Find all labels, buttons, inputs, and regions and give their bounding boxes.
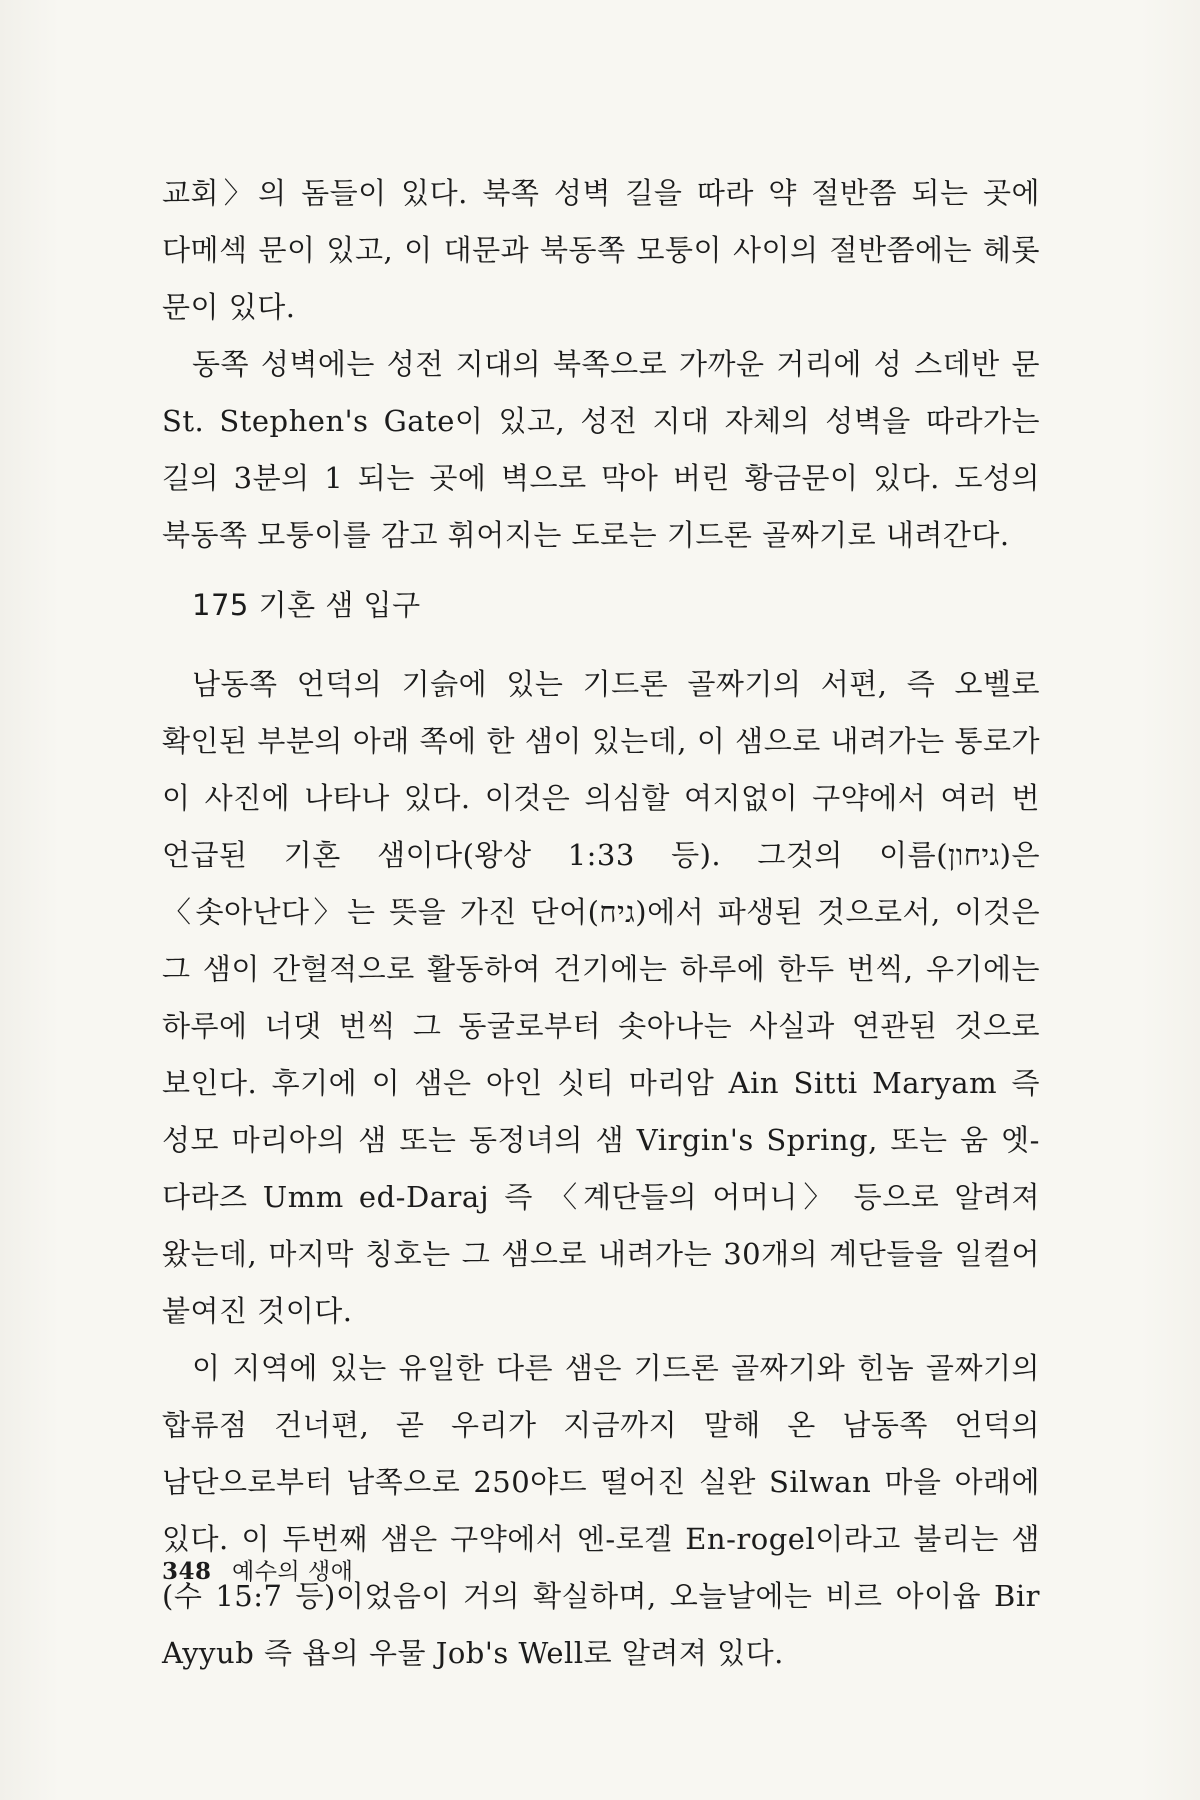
page-number: 348 bbox=[162, 1558, 212, 1585]
paragraph-east-wall: 동쪽 성벽에는 성전 지대의 북쪽으로 가까운 거리에 성 스데반 문 St. Stephen's Gate이 있고, 성전 지대 자체의 성벽을 따라가는 길의 3분의 1 되는 곳에 벽으로 막아 버린 황금문이 있다. 도성의 북동쪽 모퉁이를 감고 휘어지는 도로는 기드론 골짜기로 내려간다. bbox=[162, 347, 1040, 552]
paragraph-en-rogel: 이 지역에 있는 유일한 다른 샘은 기드론 골짜기와 힌놈 골짜기의 합류점 건너편, 곧 우리가 지금까지 말해 온 남동쪽 언덕의 남단으로부터 남쪽으로 250야드 떨어진 실완 Silwan 마을 아래에 있다. 이 두번째 샘은 구약에서 엔-로겔 En-rogel이라고 불리는 샘(수 15:7 등)이었음이 거의 확실하며, 오늘날에는 비르 아이윱 Bir Ayyub 즉 욥의 우물 Job's Well로 알려져 있다. bbox=[162, 1351, 1040, 1670]
body-text-top bbox=[162, 165, 1040, 564]
section-heading: 175 기혼 샘 입구 bbox=[192, 588, 421, 622]
paragraph-continued: 교회〉의 돔들이 있다. 북쪽 성벽 길을 따라 약 절반쯤 되는 곳에 다메섹 문이 있고, 이 대문과 북동쪽 모퉁이 사이의 절반쯤에는 헤롯 문이 있다. bbox=[162, 176, 1040, 324]
paragraph-gihon-spring: 남동쪽 언덕의 기슭에 있는 기드론 골짜기의 서편, 즉 오벨로 확인된 부분의 아래 쪽에 한 샘이 있는데, 이 샘으로 내려가는 통로가 이 사진에 나타나 있다. 이것은 의심할 여지없이 구약에서 여러 번 언급된 기혼 샘이다(왕상 1:33 등). 그것의 이름(גיחון)은 〈솟아난다〉는 뜻을 가진 단어(גיח)에서 파생된 것으로서, 이것은 그 샘이 간헐적으로 활동하여 건기에는 하루에 한두 번씩, 우기에는 하루에 너댓 번씩 그 동굴로부터 솟아나는 사실과 연관된 것으로 보인다. 후기에 이 샘은 아인 싯티 마리암 Ain Sitti Maryam 즉 성모 마리아의 샘 또는 동정녀의 샘 Virgin's Spring, 또는 움 엣-다라즈 Umm ed-Daraj 즉 〈계단들의 어머니〉 등으로 알려져 왔는데, 마지막 칭호는 그 샘으로 내려가는 30개의 계단들을 일컬어 붙여진 것이다. bbox=[162, 667, 1040, 1328]
page-footer bbox=[162, 1553, 353, 1586]
body-text-bottom bbox=[162, 656, 1040, 1682]
running-title: 예수의 생애 bbox=[232, 1559, 354, 1585]
